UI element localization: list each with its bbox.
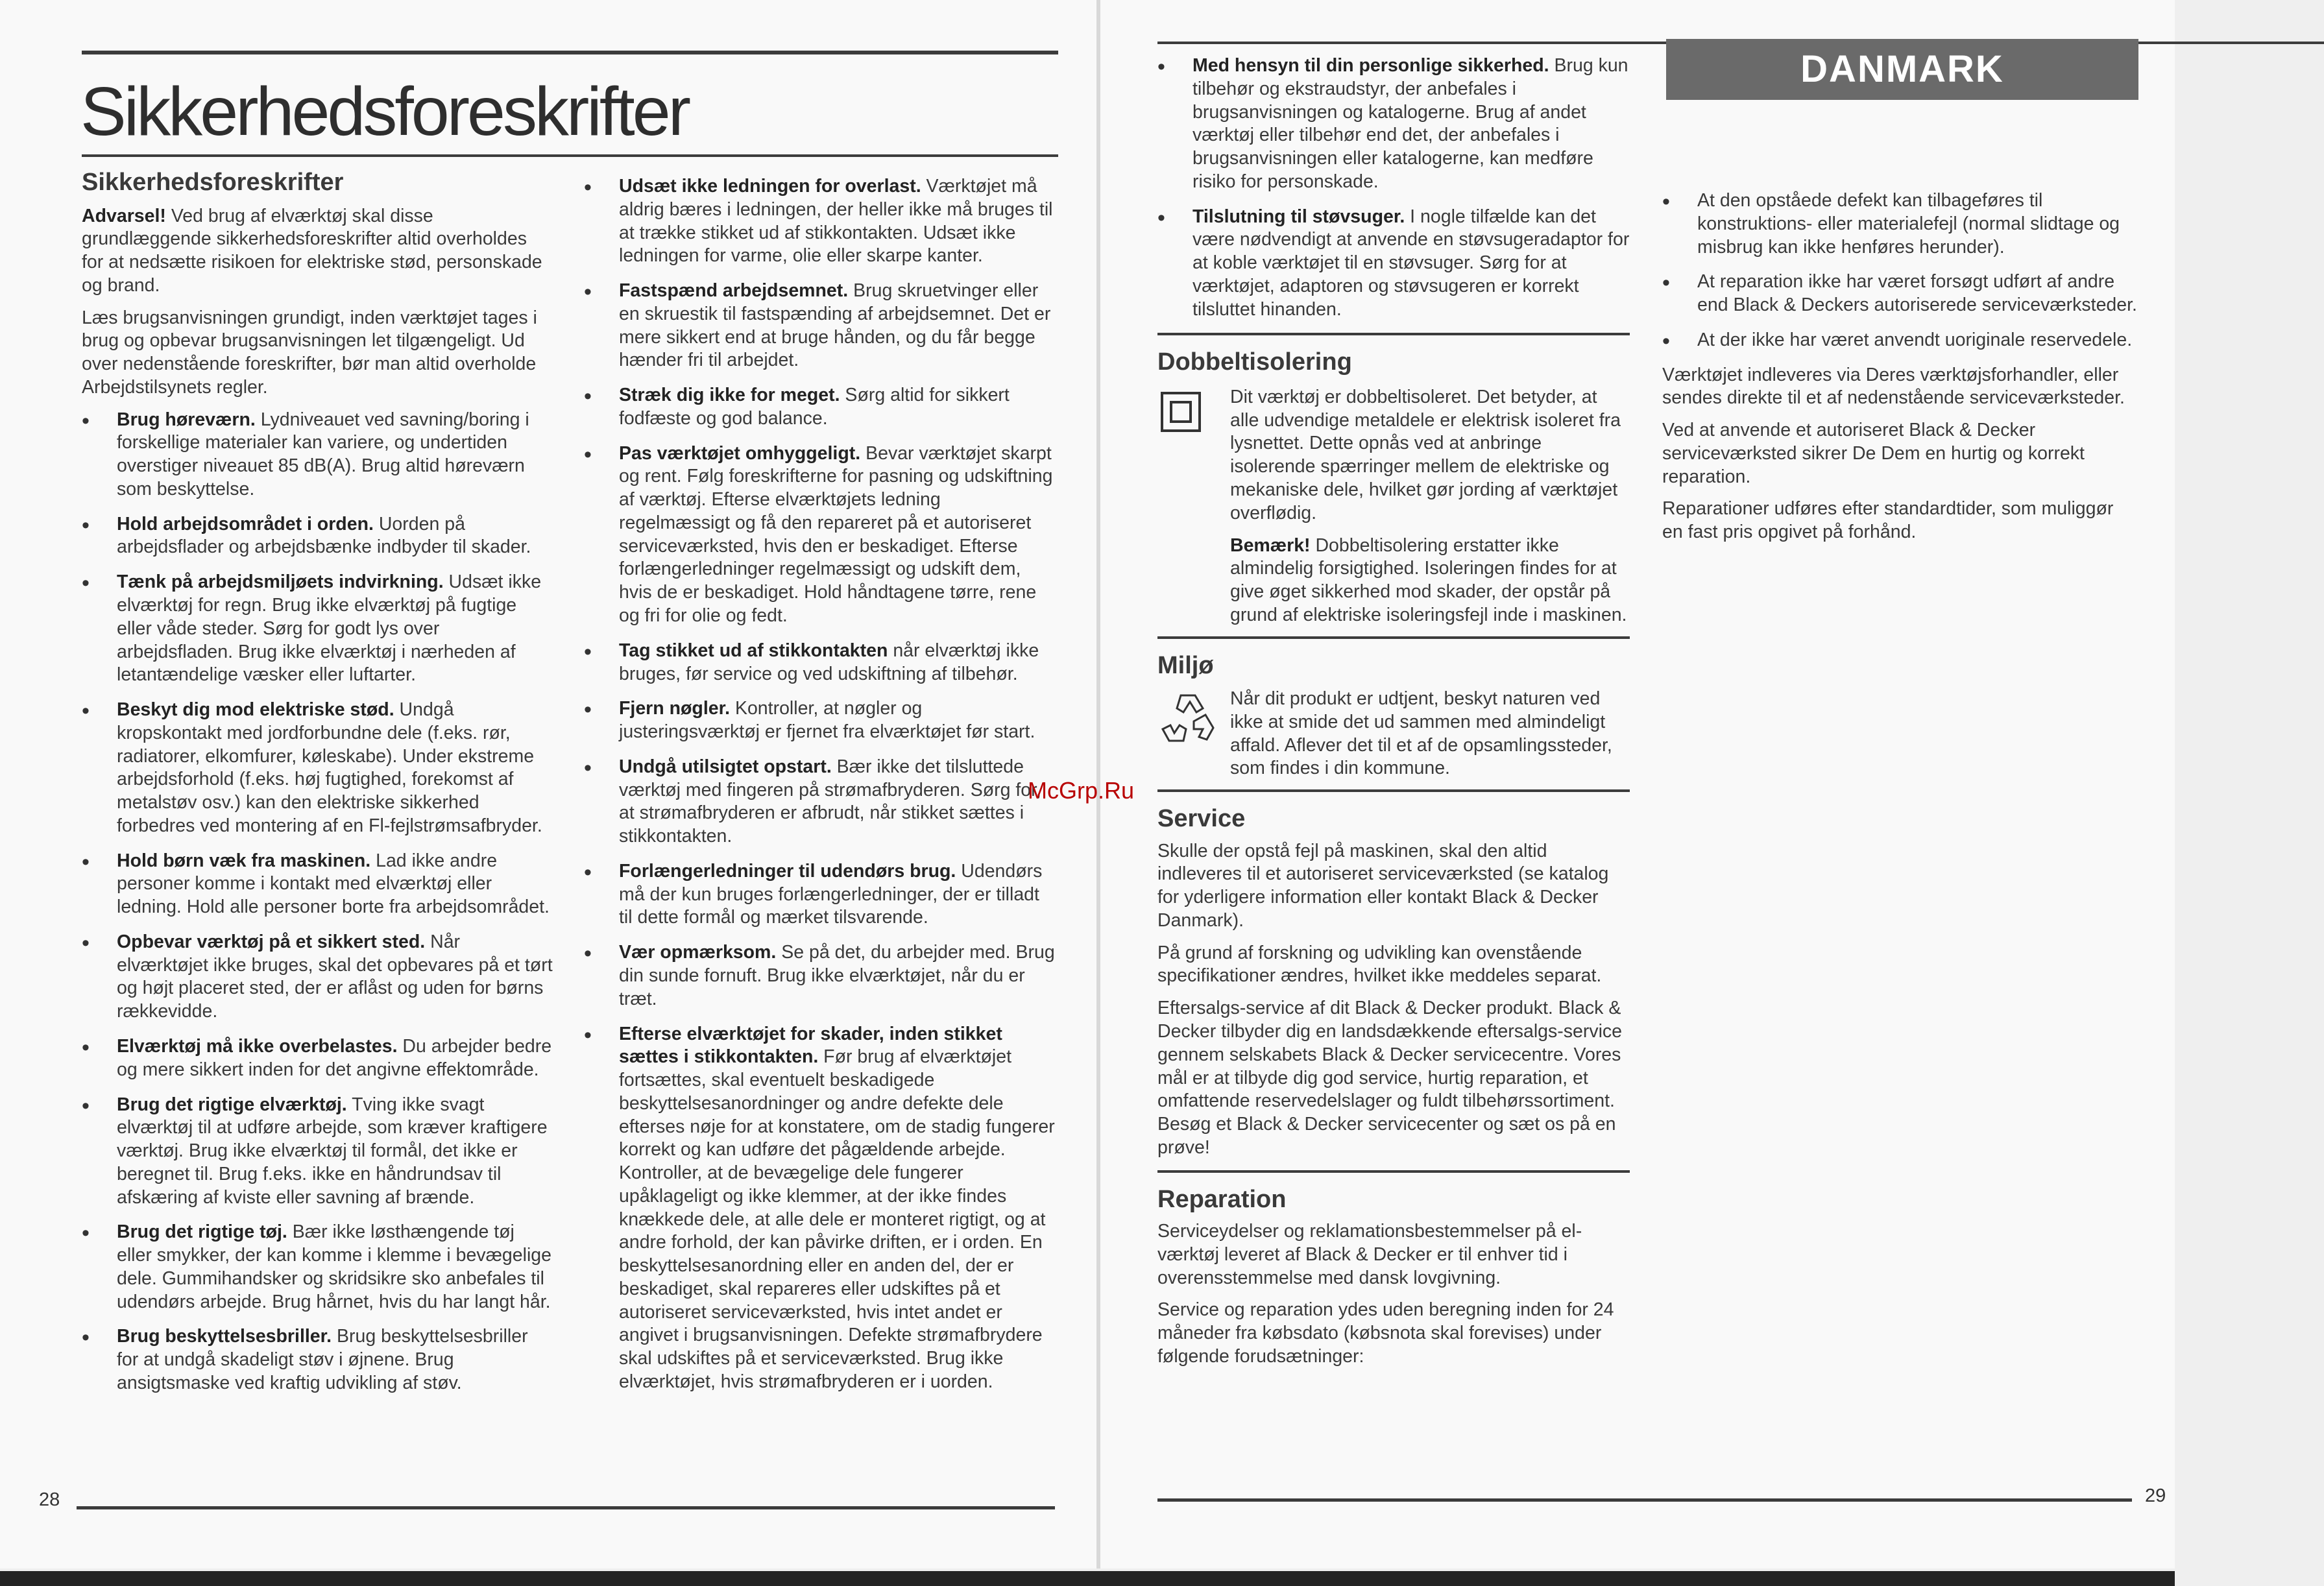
item-text: Sørg altid for sikkert fodfæste og god balance. xyxy=(619,385,1010,429)
item-title: Hold børn væk fra maskinen. xyxy=(117,850,371,871)
list-item xyxy=(1662,329,2137,352)
left-column-2 xyxy=(584,175,1055,1406)
divider-reparation xyxy=(1157,1170,1630,1173)
warning-text: Ved brug af elværktøj skal disse grundlæggende sikkerhedsforeskrifter altid overholdes for at nedsætte risikoen for elektriske stød, personskade og brand. xyxy=(82,205,542,296)
bullet-icon: • xyxy=(82,930,90,955)
divider-dobbelt xyxy=(1157,333,1630,335)
bottom-rule-right xyxy=(1157,1498,2132,1502)
divider-service xyxy=(1157,789,1630,792)
bullet-icon: • xyxy=(82,1093,90,1118)
list-item xyxy=(82,699,553,838)
bullet-icon: • xyxy=(584,941,592,967)
list-item xyxy=(584,175,1055,268)
item-text: Brug beskyttelsesbriller for at undgå skadeligt støv i øjnene. Brug ansigtsmaske ved kraftig udvikling af støv. xyxy=(117,1326,528,1393)
item-title: Opbevar værktøj på et sikkert sted. xyxy=(117,931,426,952)
list-item xyxy=(584,442,1055,628)
top-rule xyxy=(82,51,1058,54)
item-text: Før brug af elværktøjet fortsættes, skal eventuelt beskadigede beskyttelsesanordninger og andre defekte dele efterses nøje for at konstatere, om de stadig fungerer korrekt og kan udføre det pågældende arbejde. Kontroller, at de bevægelige dele fungerer upåklageligt og ikke klemmer, at der ikke findes knækkede dele, at alle dele er monteret rigtigt, og at andre forhold, der kan påvirke driften, er i orden. En beskyttelsesanordning eller en anden del, der er beskadiget, skal repareres eller udskiftes på et autoriseret serviceværksted, hvis intet andet er angivet i brugsanvisningen. Defekte strømafbrydere skal udskiftes på et serviceværksted. Brug ikke elværktøjet, hvis strømafbryderen er i uorden. xyxy=(619,1046,1055,1392)
item-title: Efterse elværktøjet for skader, inden stikket sættes i stikkontakten. xyxy=(619,1023,1002,1068)
note-label: Bemærk! xyxy=(1230,535,1311,556)
item-text: Udendørs må der kun bruges forlængerledninger, der er tilladt til dette formål og mærket tilsvarende. xyxy=(619,860,1043,928)
item-text: Bær ikke løsthængende tøj eller smykker, der kan komme i klemme i bevægelige dele. Gummihandsker og skridsikre sko anbefales til udendørs arbejde. Brug hårnet, hvis du har langt hår. xyxy=(117,1221,551,1312)
item-text: I nogle tilfælde kan det være nødvendigt at anvende en støvsugeradaptor for at koble værktøjet til en støvsuger. Sørg for at værktøjet, adaptoren og støvsugeren er korrekt tilsluttet hinanden. xyxy=(1192,206,1630,320)
item-title: Hold arbejdsområdet i orden. xyxy=(117,513,374,535)
item-text: Brug kun tilbehør og ekstraudstyr, der anbefales i brugsanvisningen og katalogerne. Brug af andet værktøj eller tilbehør end det, der anbefales i brugsanvisningen eller katalogerne, kan medføre risiko for personskade. xyxy=(1192,55,1628,192)
after-paragraph-3: Reparationer udføres efter standardtider, som muliggør en fast pris opgivet på forhånd. xyxy=(1662,498,2114,543)
list-item xyxy=(82,1094,553,1210)
right-column-2 xyxy=(1662,189,2137,553)
list-item xyxy=(82,571,553,687)
item-text: Når elværktøjet ikke bruges, skal det opbevares på et tørt og højt placeret sted, der er aflåst og uden for børns rækkevidde. xyxy=(117,931,553,1022)
double-insulation-icon xyxy=(1160,391,1202,436)
title-rule xyxy=(82,154,1058,157)
item-title: Elværktøj må ikke overbelastes. xyxy=(117,1036,398,1057)
list-item xyxy=(82,931,553,1024)
scan-edge xyxy=(0,1571,2175,1586)
item-text: Værktøjet må aldrig bæres i ledningen, der heller ikke må bruges til at trække stikket ud af stikkontakten. Udsæt ikke ledningen for varme, olie eller skarpe kanter. xyxy=(619,176,1053,267)
item-title: Fastspænd arbejdsemnet. xyxy=(619,280,849,302)
after-paragraph-1: Værktøjet indleveres via Deres værktøjsforhandler, eller sendes direkte til et af nedenstående serviceværksteder. xyxy=(1662,364,2125,409)
list-item xyxy=(82,850,553,919)
dobbeltisolering-title: Dobbeltisolering xyxy=(1157,348,1352,376)
miljo-title: Miljø xyxy=(1157,651,1214,679)
bullet-icon: • xyxy=(1157,54,1165,79)
watermark: McGrp.Ru xyxy=(1028,777,1135,804)
item-text: Bevar værktøjet skarpt og rent. Følg foreskrifterne for pasning og udskiftning af værktøj. Efterse elværktøjets ledning regelmæssigt og få den repareret på et autoriseret serviceværksted, hvis den er beskadiget. Efterse forlængerledninger regelmæssigt og udskift dem, hvis de er beskadiget. Hold håndtagene tørre, rene og fri for olie og fedt. xyxy=(619,442,1053,627)
item-title: Brug det rigtige tøj. xyxy=(117,1221,287,1243)
list-item xyxy=(584,280,1055,372)
bullet-icon: • xyxy=(1662,270,1670,296)
warning-label: Advarsel! xyxy=(82,205,166,226)
bullet-icon: • xyxy=(82,1035,90,1060)
list-item xyxy=(1157,206,1630,322)
bullet-icon: • xyxy=(82,849,90,874)
item-text: Bær ikke det tilsluttede værktøj med fingeren på strømafbryderen. Sørg for, at strømafbryderen er afbrudt, når stikket sættes i stikkontakten. xyxy=(619,756,1041,847)
item-text: Tving ikke svagt elværktøj til at udføre arbejde, som kræver kraftigere værktøj. Brug ikke elværktøj til formål, det ikke er beregnet til. Brug f.eks. ikke en håndrundsav til afskæring af kviste eller savning af brænde. xyxy=(117,1094,548,1208)
item-text: At reparation ikke har været forsøgt udført af andre end Black & Deckers autoriserede serviceværksteder. xyxy=(1697,271,2137,316)
bullet-icon: • xyxy=(584,859,592,885)
after-paragraph-2: Ved at anvende et autoriseret Black & Decker serviceværksted sikrer De Dem en hurtig og korrekt reparation. xyxy=(1662,420,2085,487)
item-text: Undgå kropskontakt med jordforbundne dele (f.eks. rør, radiatorer, elkomfurer, køleskabe). Under ekstreme arbejdsforhold (f.eks. høj fugtighed, forekomst af metalstøv osv.) kan den elektriske sikkerhed forbedres ved montering af en Fl-fejlstrømsafbryder. xyxy=(117,699,542,836)
bullet-icon: • xyxy=(1157,205,1165,230)
section-title: Sikkerhedsforeskrifter xyxy=(82,169,344,196)
dobbeltisolering-note xyxy=(1230,535,1630,627)
bullet-icon: • xyxy=(584,755,592,780)
intro-paragraph: Læs brugsanvisningen grundigt, inden værktøjet tages i brug og opbevar brugsanvisningen let tilgængeligt. Ud over nedenstående foreskrifter, bør man altid overholde Arbejdstilsynets regler. xyxy=(82,307,537,398)
item-text: Brug skruetvinger eller en skruestik til fastspænding af arbejdsemnet. Det er mere sikkert end at bruge hånden, og du får begge hænder fri til arbejdet. xyxy=(619,280,1051,371)
bullet-icon: • xyxy=(584,697,592,723)
list-item xyxy=(584,941,1055,1011)
item-text: At den opståede defekt kan tilbageføres til konstruktions- eller materialefejl (normal slidtage og misbrug kan ikke henføres herunder). xyxy=(1697,190,2120,258)
item-text: Udsæt ikke elværktøj for regn. Brug ikke elværktøj på fugtige eller våde steder. Sørg for godt lys over arbejdsfladen. Brug ikke elværktøj i nærheden af letantændelige væsker eller luftarter. xyxy=(117,571,542,686)
bullet-icon: • xyxy=(1662,189,1670,214)
service-paragraph-3: Eftersalgs-service af dit Black & Decker produkt. Black & Decker tilbyder dig en landsdækkende eftersalgs-service gennem selskabets Black & Decker servicecentre. Vores mål er at tilbyde dig god service, hurtig reparation, et omfattende reservedelslager og fuldt tilbehørssortiment. Besøg et Black & Decker servicecenter og sæt os på en prøve! xyxy=(1157,998,1623,1158)
bullet-icon: • xyxy=(82,1325,90,1351)
list-item xyxy=(584,756,1055,848)
item-title: Fjern nøgler. xyxy=(619,698,731,719)
list-item xyxy=(584,640,1055,686)
bullet-icon: • xyxy=(584,639,592,664)
reparation-paragraph-2: Service og reparation ydes uden beregning inden for 24 måneder fra købsdato (købsnota skal forevises) under følgende forudsætninger: xyxy=(1157,1299,1614,1367)
bullet-icon: • xyxy=(82,699,90,724)
safety-list-column-1 xyxy=(82,409,553,1395)
bottom-rule-left xyxy=(77,1506,1055,1509)
service-paragraph-1: Skulle der opstå fejl på maskinen, skal den altid indleveres til et autoriseret serviceværksted (se katalog for yderligere information eller kontakt Black & Decker Danmark). xyxy=(1157,840,1609,931)
bullet-icon: • xyxy=(584,1022,592,1048)
service-paragraph-2: På grund af forskning og udvikling kan ovenstående specifikationer ændres, hvilket ikke meddeles separat. xyxy=(1157,942,1602,987)
item-text: når elværktøj ikke bruges, før service og ved udskiftning af tilbehør. xyxy=(619,640,1039,684)
bullet-icon: • xyxy=(584,384,592,409)
item-title: Brug det rigtige elværktøj. xyxy=(117,1094,347,1115)
item-text: Lydniveauet ved savning/boring i forskellige materialer kan variere, og undertiden overstiger niveauet 85 dB(A). Brug altid høreværn som beskyttelse. xyxy=(117,409,529,499)
item-title: Tilslutning til støvsuger. xyxy=(1192,206,1405,227)
list-item xyxy=(82,1325,553,1395)
bullet-icon: • xyxy=(82,408,90,433)
item-title: Forlængerledninger til udendørs brug. xyxy=(619,860,956,882)
item-title: Beskyt dig mod elektriske stød. xyxy=(117,699,394,721)
note-text: Dobbeltisolering erstatter ikke almindelig forsigtighed. Isoleringen findes for at give øget sikkerhed mod skader, der opstår på grund af elektriske isoleringsfejl inde i maskinen. xyxy=(1230,535,1627,625)
reparation-title: Reparation xyxy=(1157,1185,1287,1213)
country-banner: DANMARK xyxy=(1666,39,2138,100)
conditions-list xyxy=(1662,189,2137,352)
item-title: Brug beskyttelsesbriller. xyxy=(117,1326,332,1347)
item-text: Lad ikke andre personer komme i kontakt med elværktøj eller ledning. Hold alle personer borte fra arbejdsområdet. xyxy=(117,850,550,918)
safety-list-continued xyxy=(1157,54,1630,321)
recycling-icon xyxy=(1157,689,1220,752)
item-text: Se på det, du arbejder med. Brug din sunde fornuft. Brug ikke elværktøjet, når du er træt. xyxy=(619,942,1055,1009)
bullet-icon: • xyxy=(82,512,90,538)
reparation-paragraph-1: Serviceydelser og reklamationsbestemmelser på el-værktøj leveret af Black & Decker er til enhver tid i overensstemmelse med dansk lovgivning. xyxy=(1157,1221,1582,1288)
item-title: Undgå utilsigtet opstart. xyxy=(619,756,832,777)
warning-paragraph xyxy=(82,205,553,298)
dobbeltisolering-text: Dit værktøj er dobbeltisoleret. Det betyder, at alle udvendige metaldele er elektrisk isoleret fra lysnettet. Dette opnås ved at anbringe isolerende spærringer mellem de elektriske og mekaniske dele, hvilket gør jording af værktøjet overflødig. xyxy=(1230,386,1621,523)
bullet-icon: • xyxy=(584,175,592,200)
dobbeltisolering-block xyxy=(1157,386,1630,627)
left-column-1 xyxy=(82,167,553,1407)
item-text: Kontroller, at nøgler og justeringsværktøj er fjernet fra elværktøjet før start. xyxy=(619,698,1035,743)
right-column-1 xyxy=(1157,54,1630,1378)
item-title: Stræk dig ikke for meget. xyxy=(619,385,840,406)
service-title: Service xyxy=(1157,805,1246,833)
item-text: Du arbejder bedre og mere sikkert inden for det angivne effektområde. xyxy=(117,1036,552,1080)
list-item xyxy=(82,513,553,560)
item-text: At der ikke har været anvendt uoriginale reservedele. xyxy=(1697,329,2133,350)
page-number-left: 28 xyxy=(39,1489,60,1510)
page-title: Sikkerhedsforeskrifter xyxy=(80,73,689,150)
right-page xyxy=(1028,0,2175,1568)
item-title: Med hensyn til din personlige sikkerhed. xyxy=(1192,55,1549,76)
item-title: Pas værktøjet omhyggeligt. xyxy=(619,442,861,464)
list-item xyxy=(584,697,1055,744)
bullet-icon: • xyxy=(1662,328,1670,354)
miljo-block xyxy=(1157,688,1630,780)
list-item xyxy=(82,1221,553,1314)
divider-miljo xyxy=(1157,636,1630,639)
list-item xyxy=(584,384,1055,431)
list-item xyxy=(82,1035,553,1082)
list-item xyxy=(82,409,553,501)
item-title: Vær opmærksom. xyxy=(619,942,777,963)
item-text: Uorden på arbejdsflader og arbejdsbænke indbyder til skader. xyxy=(117,513,531,558)
item-title: Brug høreværn. xyxy=(117,409,256,430)
list-item xyxy=(584,1023,1055,1394)
item-title: Udsæt ikke ledningen for overlast. xyxy=(619,176,921,197)
page-number-right: 29 xyxy=(2145,1485,2166,1506)
list-item xyxy=(1662,270,2137,317)
bullet-icon: • xyxy=(82,571,90,596)
list-item xyxy=(1662,189,2137,259)
list-item xyxy=(584,860,1055,930)
list-item xyxy=(1157,54,1630,194)
item-title: Tag stikket ud af stikkontakten xyxy=(619,640,888,661)
left-page xyxy=(0,0,1096,1568)
bullet-icon: • xyxy=(82,1221,90,1246)
item-title: Tænk på arbejdsmiljøets indvirkning. xyxy=(117,571,444,593)
miljo-text: Når dit produkt er udtjent, beskyt naturen ved ikke at smide det ud sammen med almindeligt affald. Aflever det til et af de opsamlingssteder, som findes i din kommune. xyxy=(1230,688,1612,779)
safety-list-column-2 xyxy=(584,175,1055,1394)
bullet-icon: • xyxy=(584,280,592,305)
bullet-icon: • xyxy=(584,442,592,467)
